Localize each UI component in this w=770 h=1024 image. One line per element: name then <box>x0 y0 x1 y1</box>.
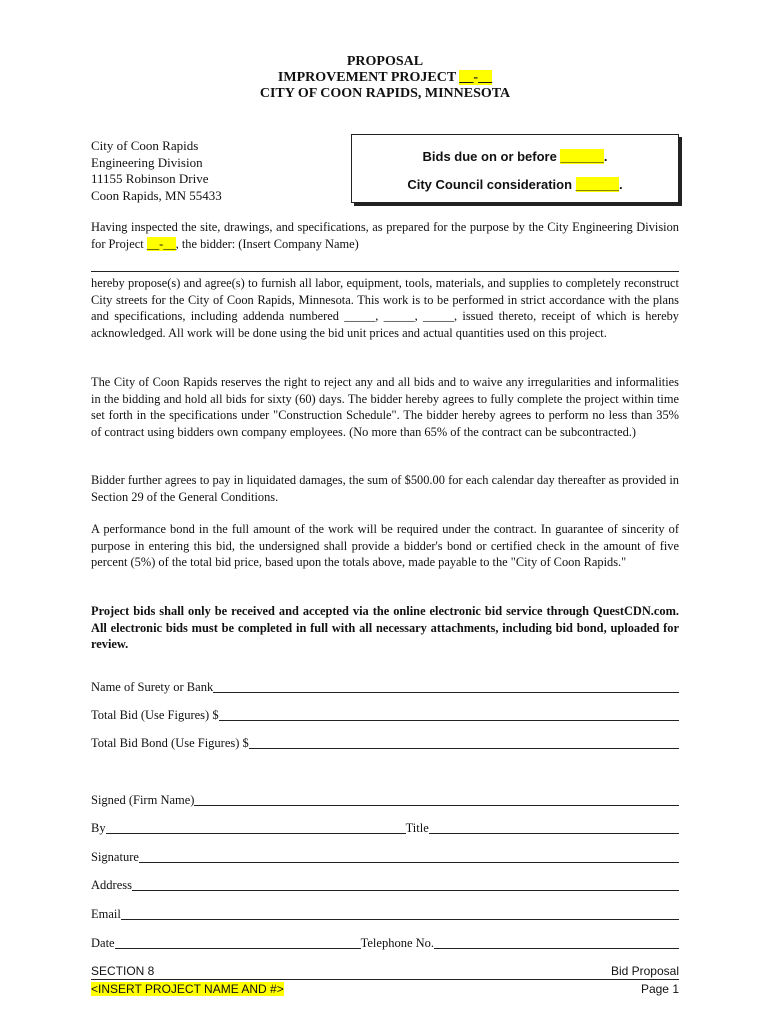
address-field[interactable]: Address <box>91 877 679 893</box>
footer-doc-name: Bid Proposal <box>610 964 679 978</box>
title-proposal: PROPOSAL <box>346 54 424 69</box>
project-number-blank: __-__ <box>459 70 493 85</box>
total-bond-line[interactable] <box>249 736 679 749</box>
telephone-line[interactable] <box>434 936 679 949</box>
address-line: Coon Rapids, MN 55433 <box>91 187 222 203</box>
total-bond-field[interactable]: Total Bid Bond (Use Figures) $ <box>91 735 679 751</box>
footer-page-number: Page 1 <box>640 982 679 996</box>
footer-divider <box>91 979 679 980</box>
intro-project-blank: __-__ <box>146 236 176 251</box>
total-bid-field[interactable]: Total Bid (Use Figures) $ <box>91 707 679 723</box>
council-date-blank: ______ <box>575 177 620 192</box>
title-city: CITY OF COON RAPIDS, MINNESOTA <box>259 86 511 101</box>
paragraph-propose: hereby propose(s) and agree(s) to furnish all labor, equipment, tools, materials, and supplies to completely reconstruct City streets for the City of Coon Rapids, Minnesota. This work is to be performed in strict accordance with the plans and specifications, including addenda numbered _____, _____, _____, issued thereto, receipt of which is hereby acknowledged. All work will be done using the bid unit prices and actual quantities used on this project. <box>91 276 679 340</box>
email-line[interactable] <box>121 907 679 920</box>
total-bid-line[interactable] <box>219 708 679 721</box>
paragraph-bond: A performance bond in the full amount of the work will be required under the contract. In guarantee of sincerity of purpose in entering this bid, the undersigned shall provide a bidder's bond or certified check in the amount of five percent (5%) of the total bid price, based upon the totals above, made payable to the "City of Coon Rapids." <box>91 522 679 569</box>
due-date-blank: ______ <box>560 149 604 164</box>
address-line: City of Coon Rapids <box>91 138 199 153</box>
city-address <box>91 138 222 204</box>
paragraph-damages: Bidder further agrees to pay in liquidated damages, the sum of $500.00 for each calendar day thereafter as provided in Section 29 of the General Conditions. <box>91 473 679 504</box>
paragraph-reserves: The City of Coon Rapids reserves the right to reject any and all bids and to waive any irregularities and informalities in the bidding and hold all bids for sixty (60) days. The bidder hereby agrees to fully complete the project within time set forth in the specifications under "Construction Schedule". The bidder hereby agrees to perform no less than 35% of contract using bidders own company employees. (No more than 65% of the contract can be subcontracted.) <box>91 375 679 439</box>
council-line: City Council consideration ______. <box>407 177 623 192</box>
by-title-field[interactable]: By Title <box>91 820 679 836</box>
title-line[interactable] <box>429 821 679 834</box>
address-line: Engineering Division <box>91 154 203 170</box>
date-telephone-field[interactable]: Date Telephone No. <box>91 935 679 951</box>
bids-due-line: Bids due on or before ______. <box>422 149 608 164</box>
email-field[interactable]: Email <box>91 906 679 922</box>
surety-line[interactable] <box>213 680 679 693</box>
signed-line[interactable] <box>194 793 679 806</box>
document-title <box>0 54 770 102</box>
date-line[interactable] <box>115 936 361 949</box>
title-project: IMPROVEMENT PROJECT __-__ <box>277 70 493 85</box>
intro-paragraph: Having inspected the site, drawings, and specifications, as prepared for the purpose by the City Engineering Division for Project __-__, the bidder: (Insert Company Name) <box>91 220 679 251</box>
signature-field[interactable]: Signature <box>91 849 679 865</box>
bid-due-box <box>351 134 679 203</box>
company-name-line[interactable] <box>91 271 679 272</box>
surety-field[interactable]: Name of Surety or Bank <box>91 679 679 695</box>
signed-field[interactable]: Signed (Firm Name) <box>91 792 679 808</box>
address-line: 11155 Robinson Drive <box>91 171 209 186</box>
by-line[interactable] <box>106 821 406 834</box>
paragraph-electronic-bids: Project bids shall only be received and accepted via the online electronic bid service through QuestCDN.com. All electronic bids must be completed in full with all necessary attachments, including bid bond, uploaded for review. <box>91 604 679 651</box>
signature-line[interactable] <box>139 850 679 863</box>
address-input-line[interactable] <box>132 878 679 891</box>
footer-section: SECTION 8 <box>91 964 155 978</box>
footer-project-placeholder: <INSERT PROJECT NAME AND #> <box>91 982 284 996</box>
